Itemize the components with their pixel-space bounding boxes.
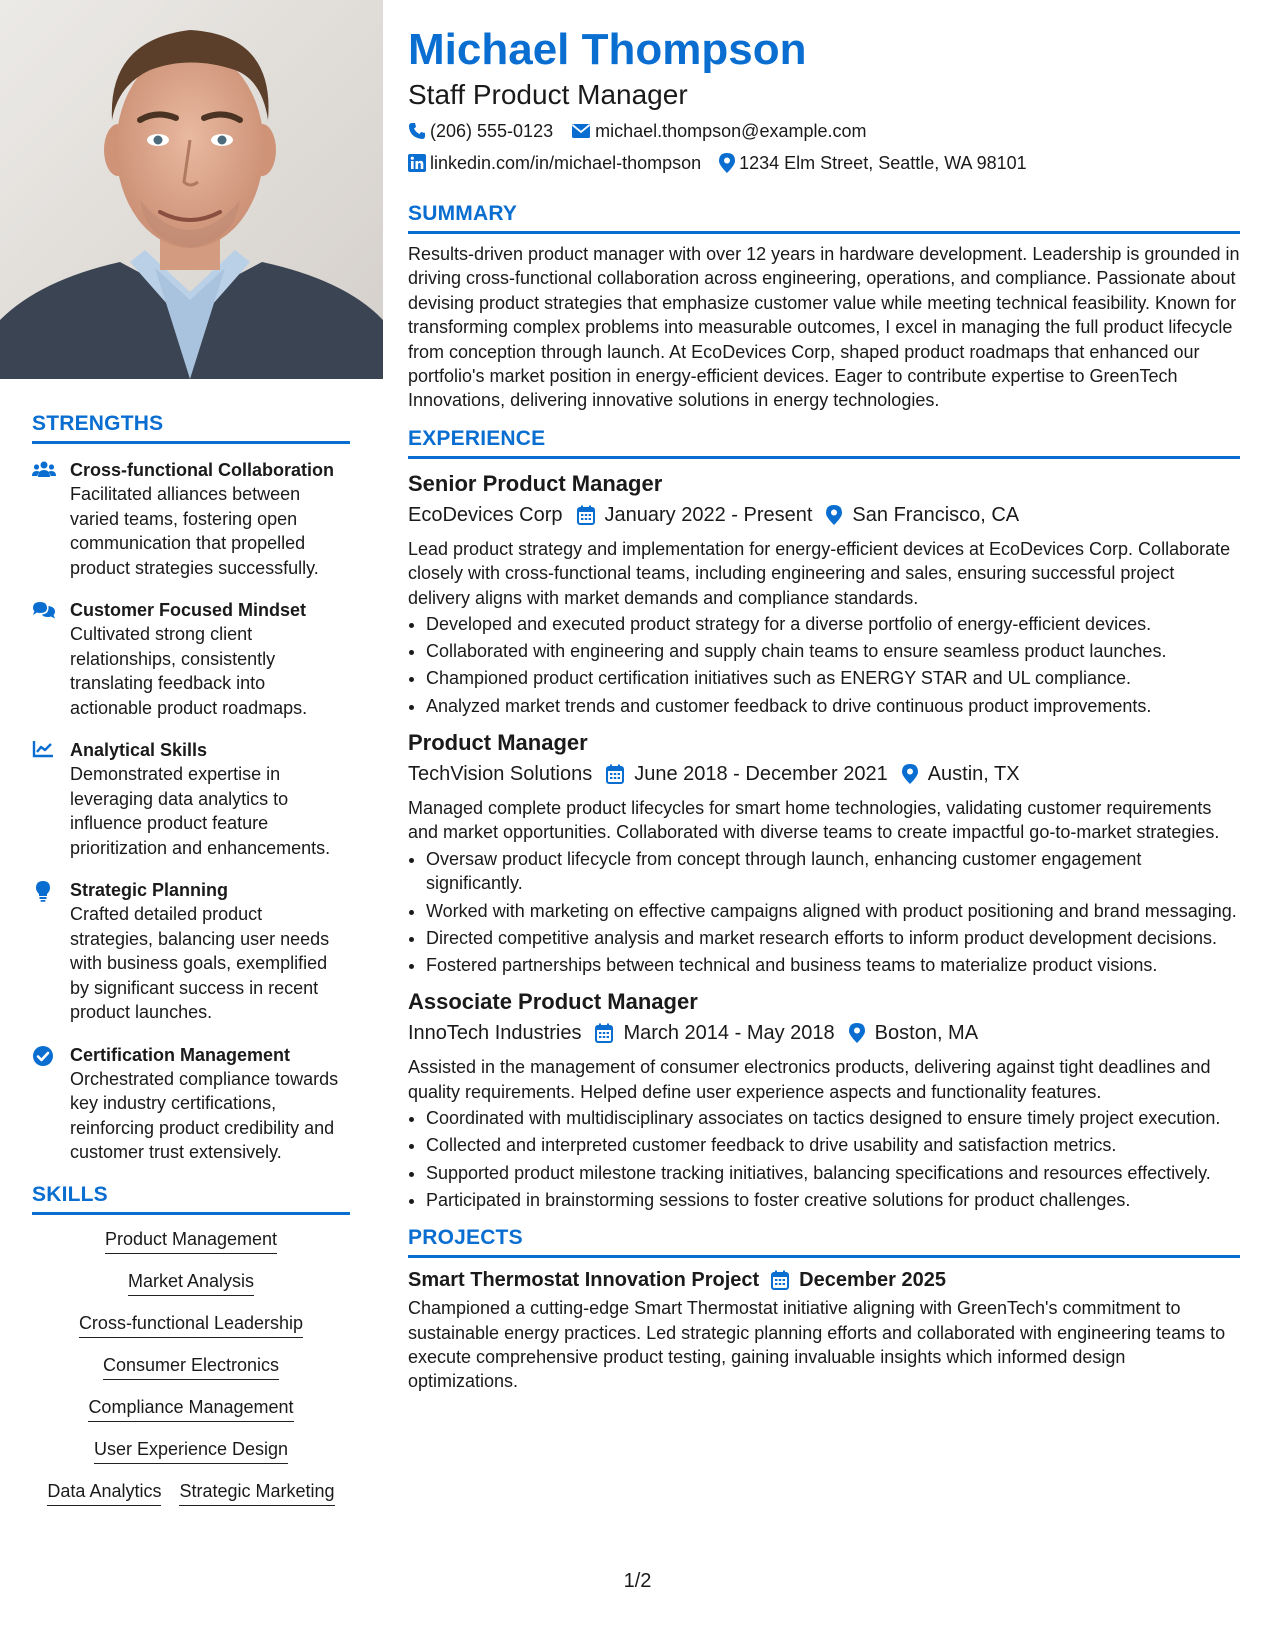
users-icon bbox=[32, 458, 70, 580]
job-meta bbox=[408, 1019, 1240, 1047]
job-bullet: • Supported product milestone tracking initiatives, balancing specifications and resources effectively. bbox=[426, 1161, 1240, 1185]
job-bullet: • Fostered partnerships between technical and business teams to materialize product visions. bbox=[426, 953, 1240, 977]
strength-title: Certification Management bbox=[70, 1044, 291, 1065]
experience-heading: EXPERIENCE bbox=[408, 427, 1240, 459]
job-role: Senior Product Manager bbox=[408, 470, 663, 496]
strength-description: Cultivated strong client relationships, consistently translating feedback into actionable product roadmaps. bbox=[70, 624, 308, 718]
job-bullet: • Oversaw product lifecycle from concept through launch, enhancing customer engagement significantly. bbox=[426, 847, 1240, 896]
job-bullet: • Analyzed market trends and customer feedback to drive continuous product improvements. bbox=[426, 694, 1240, 718]
projects-heading: PROJECTS bbox=[408, 1226, 1240, 1258]
linkedin-contact[interactable] bbox=[408, 150, 701, 176]
skills-heading: SKILLS bbox=[32, 1183, 350, 1215]
map-pin-icon bbox=[902, 764, 918, 784]
skill-tag: Consumer Electronics bbox=[103, 1353, 279, 1380]
strength-item bbox=[32, 1043, 350, 1165]
skill-tag: Compliance Management bbox=[88, 1395, 293, 1422]
portrait-image bbox=[0, 0, 383, 379]
candidate-title: Staff Product Manager bbox=[408, 79, 688, 110]
skill-tag: User Experience Design bbox=[94, 1437, 288, 1464]
profile-photo bbox=[0, 0, 383, 379]
skill-tag: Product Management bbox=[105, 1227, 277, 1254]
chart-line-icon bbox=[32, 738, 70, 860]
skill-tag: Cross-functional Leadership bbox=[79, 1311, 303, 1338]
calendar-icon bbox=[771, 1270, 789, 1290]
strength-item bbox=[32, 878, 350, 1025]
job-description: Lead product strategy and implementation for energy-efficient devices at EcoDevices Corp. Collaborate closely with cross-functional teams, including engineering and sales, ensuring successful project delivery aligns with market demands and compliance standards. bbox=[408, 538, 1231, 608]
sidebar bbox=[0, 0, 383, 1650]
job-bullet: • Directed competitive analysis and market research efforts to inform product development decisions. bbox=[426, 926, 1240, 950]
strengths-list bbox=[32, 458, 350, 1165]
job-bullet: • Championed product certification initiatives such as ENERGY STAR and UL compliance. bbox=[426, 666, 1240, 690]
job-bullets bbox=[408, 847, 1240, 977]
strength-description: Crafted detailed product strategies, balancing user needs with business goals, exemplified by significant success in recent product launches. bbox=[70, 904, 330, 1022]
phone-icon bbox=[408, 122, 426, 140]
main-content bbox=[408, 24, 1240, 1394]
strength-item bbox=[32, 598, 350, 720]
job-entry bbox=[408, 469, 1240, 718]
job-role: Associate Product Manager bbox=[408, 989, 698, 1015]
map-pin-icon bbox=[826, 505, 842, 525]
sidebar-content bbox=[32, 412, 350, 1506]
project-description: Championed a cutting-edge Smart Thermostat initiative aligning with GreenTech's commitment to sustainable energy practices. Led strategic planning efforts and collaborated with engineering teams to execute comprehensive product testing, gaining invaluable insights which informed design optimizations. bbox=[408, 1298, 1226, 1392]
strength-description: Facilitated alliances between varied teams, fostering open communication that propelled product strategies successfully. bbox=[70, 484, 319, 578]
job-bullet: • Worked with marketing on effective campaigns aligned with product positioning and brand messaging. bbox=[426, 899, 1240, 923]
job-bullets bbox=[408, 612, 1240, 718]
candidate-name: Michael Thompson bbox=[408, 25, 807, 74]
envelope-icon bbox=[571, 123, 591, 139]
map-pin-icon bbox=[719, 153, 735, 173]
job-bullet: • Coordinated with multidisciplinary associates on tactics designed to ensure timely project execution. bbox=[426, 1106, 1240, 1130]
address-contact bbox=[719, 150, 1027, 176]
email-text: michael.thompson@example.com bbox=[595, 121, 867, 141]
job-entry bbox=[408, 987, 1240, 1212]
contact-row bbox=[408, 150, 1240, 176]
strength-item bbox=[32, 738, 350, 860]
strengths-heading: STRENGTHS bbox=[32, 412, 350, 444]
job-location: San Francisco, CA bbox=[852, 503, 1020, 526]
job-meta bbox=[408, 501, 1240, 529]
job-bullet: • Participated in brainstorming sessions to foster creative solutions for product challenges. bbox=[426, 1188, 1240, 1212]
job-location: Austin, TX bbox=[927, 763, 1020, 786]
job-company: TechVision Solutions bbox=[408, 763, 593, 786]
email-contact[interactable] bbox=[571, 118, 866, 144]
chat-icon bbox=[32, 598, 70, 720]
job-company: EcoDevices Corp bbox=[408, 503, 563, 526]
calendar-icon bbox=[595, 1023, 613, 1043]
strength-description: Orchestrated compliance towards key industry certifications, reinforcing product credibility and customer trust extensively. bbox=[70, 1068, 339, 1162]
strength-title: Cross-functional Collaboration bbox=[70, 460, 335, 480]
project-entry bbox=[408, 1266, 1240, 1394]
check-circle-icon bbox=[32, 1043, 70, 1165]
job-entry bbox=[408, 728, 1240, 977]
map-pin-icon bbox=[849, 1023, 865, 1043]
project-name: Smart Thermostat Innovation Project bbox=[408, 1269, 760, 1292]
job-company: InnoTech Industries bbox=[408, 1022, 582, 1045]
job-location: Boston, MA bbox=[874, 1022, 979, 1045]
job-dates: June 2018 - December 2021 bbox=[634, 763, 888, 786]
skill-tag: Data Analytics bbox=[47, 1479, 161, 1506]
summary-text: Results-driven product manager with over 12 years in hardware development. Leadership is grounded in driving cross-functional collaboration across engineering, operations, and compliance. Passionate about devising product strategies that emphasize customer value while meeting technical feasibility. Known for transforming complex problems into measurable outcomes, I excel in managing the full product lifecycle from conception through launch. At EcoDevices Corp, shaped product roadmaps that enhanced our portfolio's market position in energy-efficient devices. Eager to contribute expertise to GreenTech Innovations, delivering innovative solutions in energy technologies. bbox=[408, 244, 1240, 411]
job-dates: January 2022 - Present bbox=[604, 503, 813, 526]
phone-contact[interactable] bbox=[408, 118, 553, 144]
strength-title: Analytical Skills bbox=[70, 740, 208, 760]
calendar-icon bbox=[577, 505, 595, 525]
job-meta bbox=[408, 760, 1240, 788]
page-number: 1/2 bbox=[623, 1570, 652, 1592]
linkedin-icon bbox=[408, 154, 426, 172]
job-bullet: • Developed and executed product strategy for a diverse portfolio of energy-efficient devices. bbox=[426, 612, 1240, 636]
job-description: Managed complete product lifecycles for smart home technologies, validating customer requirements and market opportunities. Collaborated with diverse teams to create impactful go-to-market strategies. bbox=[408, 798, 1220, 843]
strength-item bbox=[32, 458, 350, 580]
job-description: Assisted in the management of consumer electronics products, delivering against tight deadlines and quality requirements. Helped define user experience aspects and functionality features. bbox=[408, 1057, 1211, 1102]
job-bullet: • Collected and interpreted customer feedback to drive usability and satisfaction metrics. bbox=[426, 1133, 1240, 1157]
job-bullets bbox=[408, 1106, 1240, 1212]
linkedin-text: linkedin.com/in/michael-thompson bbox=[430, 153, 702, 173]
phone-text: (206) 555-0123 bbox=[430, 121, 554, 141]
calendar-icon bbox=[606, 764, 624, 784]
address-text: 1234 Elm Street, Seattle, WA 98101 bbox=[739, 153, 1027, 173]
summary-heading: SUMMARY bbox=[408, 202, 1240, 234]
skills-list bbox=[32, 1227, 350, 1506]
job-bullet: • Collaborated with engineering and supply chain teams to ensure seamless product launches. bbox=[426, 639, 1240, 663]
strength-description: Demonstrated expertise in leveraging data analytics to influence product feature prioritization and enhancements. bbox=[70, 764, 331, 858]
skill-tag: Strategic Marketing bbox=[179, 1479, 334, 1506]
skill-tag: Market Analysis bbox=[128, 1269, 254, 1296]
strength-title: Customer Focused Mindset bbox=[70, 600, 307, 620]
project-date: December 2025 bbox=[799, 1269, 946, 1292]
strength-title: Strategic Planning bbox=[70, 880, 229, 900]
job-dates: March 2014 - May 2018 bbox=[623, 1022, 835, 1045]
contact-row bbox=[408, 118, 1240, 144]
job-role: Product Manager bbox=[408, 730, 588, 756]
lightbulb-icon bbox=[32, 878, 70, 1025]
project-header bbox=[408, 1266, 1240, 1294]
